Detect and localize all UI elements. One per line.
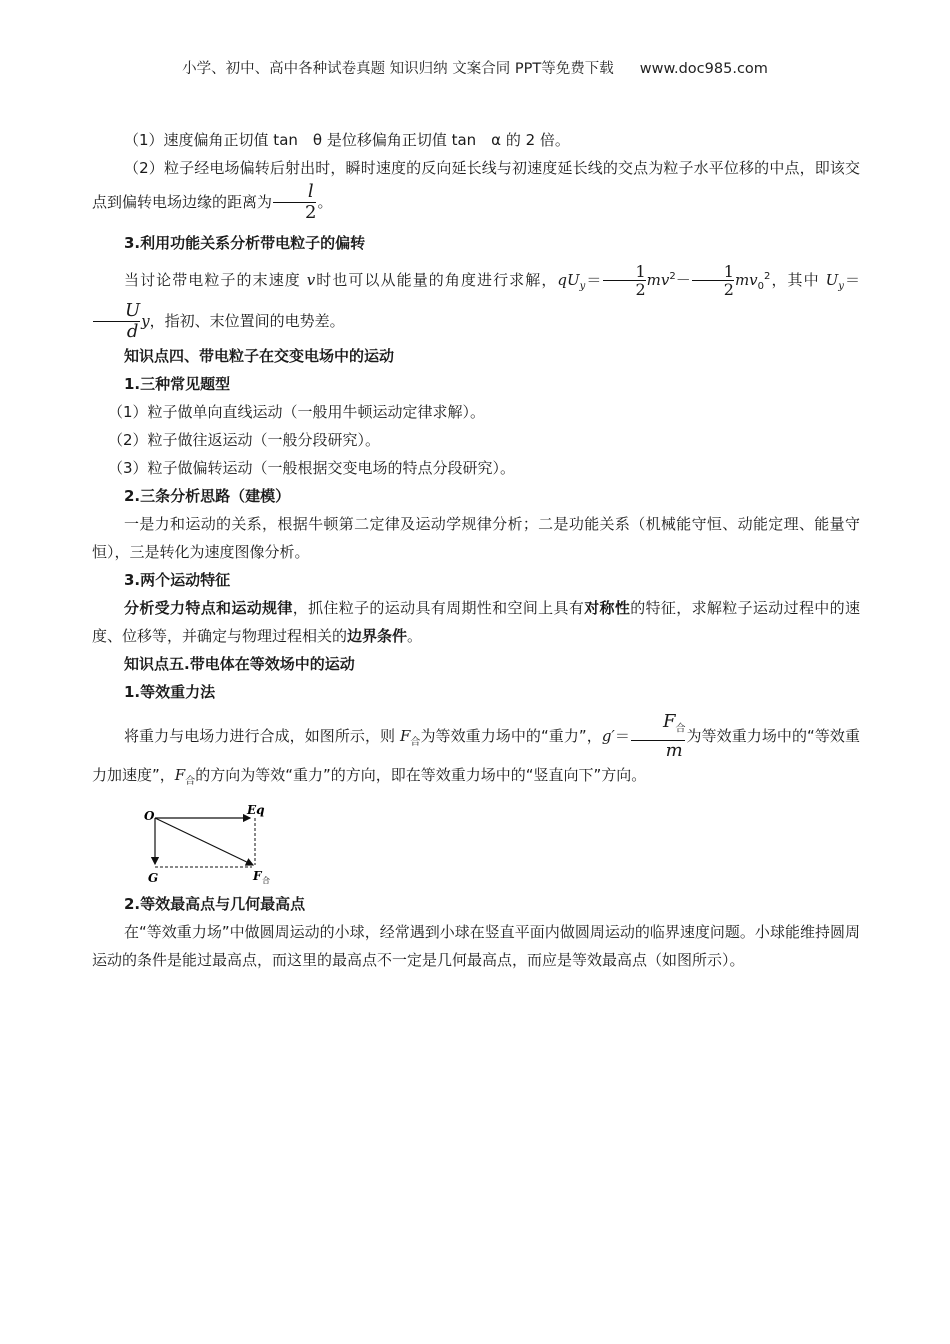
symbol-F: F [399, 726, 411, 745]
superscript-2b: 2 [764, 271, 771, 282]
equals-3: ＝ [614, 726, 630, 745]
subheading-two-features: 3.两个运动特征 [124, 571, 231, 589]
subheading-equivalent-gravity: 1.等效重力法 [124, 683, 216, 701]
symbol-F-2: F [174, 765, 186, 784]
subscript-0: 0 [757, 281, 765, 292]
subscript-y2: y [838, 281, 844, 292]
page-header [0, 57, 950, 78]
F-num-sub: 合 [675, 723, 686, 735]
list-item-3: （3）粒子做偏转运动（一般根据交变电场的特点分段研究）。 [108, 459, 516, 477]
force-diagram-svg [142, 804, 282, 886]
bold-symmetry: 对称性 [584, 599, 631, 617]
energy-text-a: 当讨论带电粒子的末速度 [124, 271, 307, 289]
half-d: 2 [603, 280, 645, 298]
heading-energy-analysis: 3.利用功能关系分析带电粒子的偏转 [124, 234, 366, 252]
half-n-2: 1 [723, 262, 734, 281]
features-text-1: ，抓住粒子的运动具有周期性和空间上具有 [292, 599, 585, 617]
label-G: G [148, 870, 159, 885]
paragraph-three-ideas: 一是力和运动的关系，根据牛顿第二定律及运动学规律分析；二是功能关系（机械能守恒、动能定理、能量守恒），三是转化为速度图像分析。 [92, 515, 860, 561]
label-Eq: Eq [247, 803, 265, 817]
gravity-text-d: 的方向为等效“重力”的方向，即在等效重力场中的“竖直向下”方向。 [195, 765, 647, 784]
Ud-d: d [93, 321, 140, 342]
intersection-text: （2）粒子经电场偏转后射出时，瞬时速度的反向延长线与初速度延长线的交点为粒子水平位移的中点，即该交点到偏转电场边缘的距离为 [92, 159, 860, 211]
frac-numerator: l [307, 181, 314, 202]
force-diagram [142, 804, 860, 890]
fraction-U-over-d [93, 301, 140, 342]
energy-text-b: 时也可以从能量的角度进行求解， [315, 271, 558, 289]
label-O: O [144, 808, 155, 823]
subheading-three-types: 1.三种常见题型 [124, 375, 231, 393]
paragraph-intersection-point [92, 154, 860, 223]
list-item-1: （1）粒子做单向直线运动（一般用牛顿运动定律求解）。 [108, 403, 486, 421]
resultant-vector [155, 818, 253, 865]
frac-denominator: 2 [273, 202, 316, 223]
symbol-g-prime: g′ [601, 726, 615, 745]
bold-boundary: 边界条件 [347, 627, 408, 645]
equals-2: ＝ [843, 271, 860, 289]
fraction-half-1 [603, 263, 645, 298]
bold-force-motion: 分析受力特点和运动规律 [124, 599, 293, 617]
F-num-letter: F [662, 711, 676, 732]
subscript-he: 合 [410, 736, 421, 748]
subscript-he-2: 合 [185, 775, 196, 787]
features-text-3: 。 [407, 627, 423, 645]
fraction-F-over-m [631, 712, 686, 761]
m-denominator: m [631, 740, 686, 761]
list-item-2: （2）粒子做往返运动（一般分段研究）。 [108, 431, 381, 449]
document-body [92, 126, 860, 974]
half-d-2: 2 [692, 280, 734, 298]
header-url[interactable]: www.doc985.com [639, 61, 768, 77]
F-num [631, 712, 686, 740]
minus: － [675, 271, 691, 289]
fraction-half-2 [692, 263, 734, 298]
symbol-mv0: mv [734, 271, 758, 289]
symbol-mv: mv [646, 271, 670, 289]
heading-knowledge-5: 知识点五.带电体在等效场中的运动 [124, 655, 355, 673]
fraction-l-over-2 [273, 182, 316, 223]
paragraph-equivalent-gravity [92, 712, 860, 796]
heading-knowledge-4: 知识点四、带电粒子在交变电场中的运动 [124, 347, 395, 365]
gravity-text-a: 将重力与电场力进行合成，如图所示，则 [124, 726, 400, 745]
label-F: F [253, 868, 262, 883]
superscript-2: 2 [669, 271, 676, 282]
symbol-y: y [141, 312, 150, 330]
half-n: 1 [635, 262, 646, 281]
header-text: 小学、初中、高中各种试卷真题 知识归纳 文案合同 PPT等免费下载 [182, 61, 614, 77]
subheading-three-ideas: 2.三条分析思路（建模） [124, 487, 291, 505]
label-F-sub: 合 [262, 875, 270, 885]
subscript-y: y [579, 281, 586, 292]
symbol-qU: qU [557, 271, 580, 289]
features-text-2: 的特征，求解粒子运动过程中的速度、位移等，并确定与物理过程相关的 [92, 599, 860, 645]
paragraph-two-features [92, 594, 860, 650]
symbol-U: U [825, 271, 839, 289]
energy-text-d: ，指初、末位置间的电势差。 [149, 312, 345, 330]
period: 。 [317, 193, 333, 211]
paragraph-highest-point: 在“等效重力场”中做圆周运动的小球，经常遇到小球在竖直平面内做圆周运动的临界速度问题。小球能维持圆周运动的条件是能过最高点，而这里的最高点不一定是几何最高点，而应是等效最高点（如图所示）。 [92, 922, 860, 969]
subheading-highest-point: 2.等效最高点与几何最高点 [124, 894, 306, 913]
Ud-n: U [125, 300, 141, 321]
paragraph-energy [92, 263, 860, 342]
gravity-text-c: 为等效重力场中的“等效重力加速度”， [92, 726, 860, 784]
paragraph-deflection-angle: （1）速度偏角正切值 tan θ 是位移偏角正切值 tan α 的 2 倍。 [124, 131, 570, 149]
energy-text-c: ，其中 [770, 271, 826, 289]
symbol-v: v [306, 271, 316, 289]
equals: ＝ [585, 271, 603, 289]
gravity-text-b: 为等效重力场中的“重力”， [420, 726, 602, 745]
